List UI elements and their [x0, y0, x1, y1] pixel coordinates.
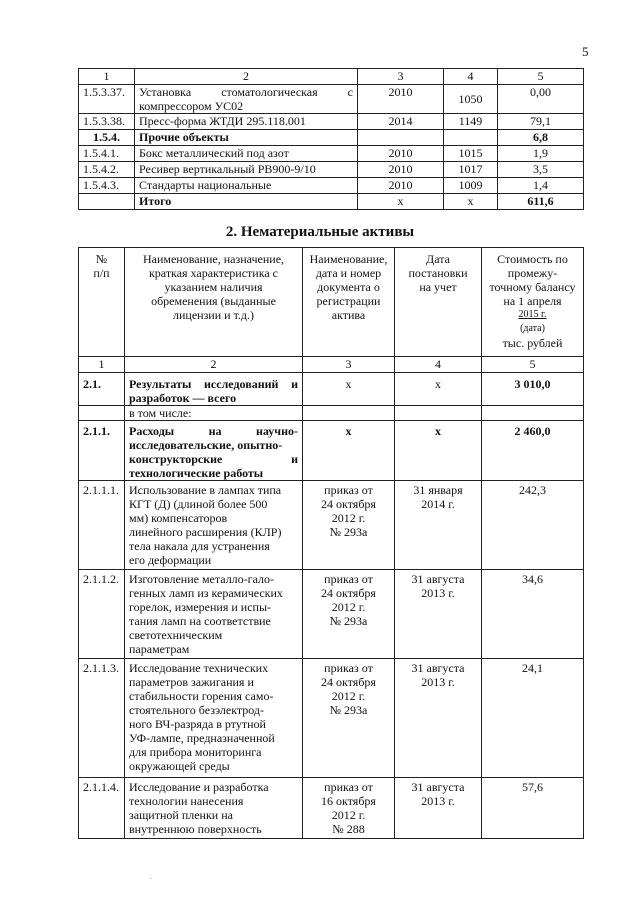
- row-code: [444, 130, 498, 146]
- row-year: х: [358, 194, 444, 210]
- row-name-line: технологии нанесения: [129, 794, 244, 808]
- row-name-line: стоятельного безэлектрод-: [129, 703, 265, 717]
- row-name-line: стабильности горения само-: [129, 689, 274, 703]
- column-number-row: [79, 357, 584, 373]
- row-value: 6,8: [498, 130, 584, 146]
- table1-header-cell: 5: [498, 69, 584, 85]
- table1-header-cell: 4: [444, 69, 498, 85]
- row-name: [125, 659, 303, 778]
- row-date: [395, 406, 482, 421]
- row-value: 1,4: [498, 178, 584, 194]
- table-row: [79, 406, 584, 421]
- row-name-line: защитной пленки на: [129, 808, 233, 822]
- row-code: 1149: [444, 114, 498, 130]
- section-title: 2. Нематериальные активы: [225, 224, 415, 240]
- header-date-note: (дата): [520, 323, 545, 334]
- intangible-assets-table: [78, 247, 584, 839]
- row-date: [395, 778, 482, 839]
- header-line: документа о: [317, 280, 380, 294]
- row-name: Стандарты национальные: [135, 178, 358, 194]
- row-value: 79,1: [498, 114, 584, 130]
- row-code: х: [444, 194, 498, 210]
- header-date-cell: [395, 248, 482, 357]
- date-line: 2013 г.: [421, 675, 455, 689]
- row-value: 242,3: [482, 481, 584, 570]
- row-name-line: для прибора мониторинга: [129, 745, 262, 759]
- row-number: 1.5.4.2.: [79, 162, 135, 178]
- row-number: 2.1.1.: [79, 421, 125, 481]
- row-year: 2010: [358, 178, 444, 194]
- table1-header-cell: 1: [79, 69, 135, 85]
- row-name-part: —: [192, 391, 205, 405]
- row-number: 1.5.3.38.: [79, 114, 135, 130]
- document-line: приказ от: [324, 780, 373, 794]
- row-date: х: [395, 421, 482, 481]
- row-name-line: Изготовление металло-гало-: [129, 572, 275, 586]
- row-name-part: с: [347, 85, 353, 99]
- table-row: [79, 146, 584, 162]
- header-number-cell: [79, 248, 125, 357]
- row-name-line: тания ламп на соответствие: [129, 614, 271, 628]
- row-number: 1.5.4.1.: [79, 146, 135, 162]
- header-line: п/п: [93, 266, 110, 280]
- row-date: [395, 570, 482, 659]
- row-document: х: [303, 373, 395, 406]
- row-number: 2.1.1.2.: [79, 570, 125, 659]
- row-number: 2.1.1.1.: [79, 481, 125, 570]
- row-document: [303, 659, 395, 778]
- row-document: [303, 481, 395, 570]
- row-name: Бокс металлический под азот: [135, 146, 358, 162]
- row-date: х: [395, 373, 482, 406]
- date-line: 2014 г.: [421, 497, 455, 511]
- fixed-assets-table: [78, 68, 584, 210]
- header-line: лицензии и т.д.): [172, 308, 255, 322]
- row-name-line: КГТ (Д) (длиной более 500: [129, 497, 268, 511]
- document-line: № 293а: [329, 614, 368, 628]
- row-name-part: Расходы: [129, 424, 175, 438]
- row-value: 24,1: [482, 659, 584, 778]
- row-code: 1017: [444, 162, 498, 178]
- row-name: Прочие объекты: [135, 130, 358, 146]
- table-row: [79, 373, 584, 406]
- row-name-line: генных ламп из керамических: [129, 586, 283, 600]
- row-name: Ресивер вертикальный РВ900-9/10: [135, 162, 358, 178]
- row-number: 1.5.4.3.: [79, 178, 135, 194]
- row-number: [79, 406, 125, 421]
- row-code: 1015: [444, 146, 498, 162]
- row-name-part: Результаты: [129, 377, 192, 391]
- header-year: 2015 г.: [518, 309, 547, 320]
- row-name: [125, 373, 303, 406]
- header-line: постановки: [408, 266, 468, 280]
- row-name-line: Использование в лампах типа: [129, 483, 282, 497]
- table-row: [79, 130, 584, 146]
- row-name: [125, 778, 303, 839]
- row-number: 2.1.: [79, 373, 125, 406]
- date-line: 31 января: [413, 483, 463, 497]
- row-name-line: Исследование технических: [129, 661, 269, 675]
- document-line: приказ от: [324, 661, 373, 675]
- row-name-line: внутреннюю поверхность: [129, 822, 262, 836]
- row-name-line: мм) компенсаторов: [129, 511, 228, 525]
- document-line: 2012 г.: [331, 511, 366, 525]
- row-name: в том числе:: [125, 406, 303, 421]
- row-name-line: линейного расширения (КЛР): [129, 525, 282, 539]
- table1-header-row: [79, 69, 584, 85]
- header-line: обременения (выданные: [151, 294, 276, 308]
- document-line: 24 октября: [321, 586, 376, 600]
- row-name-line: ного ВЧ-разряда в ртутной: [129, 717, 266, 731]
- table-row: [79, 421, 584, 481]
- table1-header-cell: 3: [358, 69, 444, 85]
- document-line: 2012 г.: [331, 689, 366, 703]
- row-value: 3,5: [498, 162, 584, 178]
- row-number: 1.5.4.: [79, 130, 135, 146]
- row-year: 2010: [358, 146, 444, 162]
- header-name-cell: [125, 248, 303, 357]
- date-line: 31 августа: [411, 661, 465, 675]
- row-name-line: параметрам: [129, 642, 190, 656]
- row-year: 2010: [358, 162, 444, 178]
- row-name-part: стоматологическая: [221, 85, 318, 99]
- row-name-part: Установка: [139, 85, 192, 99]
- table-row: [79, 481, 584, 570]
- row-name-line: УФ-лампе, предназначенной: [129, 731, 275, 745]
- row-number: 1.5.3.37.: [79, 85, 135, 114]
- row-name: [125, 481, 303, 570]
- row-name-line: окружающей среды: [129, 759, 230, 773]
- row-name: [135, 85, 358, 114]
- date-line: 2013 г.: [421, 794, 455, 808]
- row-name-part: на: [208, 424, 222, 438]
- row-name: [125, 421, 303, 481]
- row-name-part: научно-: [256, 424, 298, 438]
- table-row: [79, 162, 584, 178]
- header-line: дата и номер: [315, 266, 382, 280]
- row-value: 611,6: [498, 194, 584, 210]
- row-name-part: всего: [207, 391, 237, 405]
- row-number: 2.1.1.3.: [79, 659, 125, 778]
- row-name: Пресс-форма ЖТДИ 295.118.001: [135, 114, 358, 130]
- header-line: на учет: [419, 280, 457, 294]
- header-line: №: [95, 252, 108, 266]
- document-line: 16 октября: [321, 794, 376, 808]
- column-number: 5: [482, 357, 584, 373]
- row-date: [395, 659, 482, 778]
- document-line: приказ от: [324, 572, 373, 586]
- date-line: 2013 г.: [421, 586, 455, 600]
- row-name-part: компрессором УС02: [139, 99, 244, 113]
- table-row: [79, 778, 584, 839]
- row-year: [358, 130, 444, 146]
- page-number: 5: [582, 44, 589, 59]
- header-line: регистрации: [316, 294, 381, 308]
- document-line: 24 октября: [321, 675, 376, 689]
- row-value: 57,6: [482, 778, 584, 839]
- table-row: [79, 659, 584, 778]
- row-value: 1,9: [498, 146, 584, 162]
- row-name-part: конструкторские: [129, 452, 223, 466]
- row-name-part: исследовательские, опытно-: [129, 438, 283, 452]
- document-line: № 293а: [329, 525, 368, 539]
- date-line: 31 августа: [411, 780, 465, 794]
- row-document: [303, 406, 395, 421]
- header-line: Дата: [426, 252, 450, 266]
- column-number: 3: [303, 357, 395, 373]
- column-number: 1: [79, 357, 125, 373]
- row-document: х: [303, 421, 395, 481]
- row-code: 1009: [444, 178, 498, 194]
- header-line: Наименование,: [309, 252, 388, 266]
- row-name-line: параметров зажигания и: [129, 675, 254, 689]
- row-value: 2 460,0: [482, 421, 584, 481]
- row-name-line: тела накала для устранения: [129, 539, 270, 553]
- header-value-cell: [482, 248, 584, 357]
- table1-header-cell: 2: [135, 69, 358, 85]
- row-document: [303, 570, 395, 659]
- header-line: Наименование, назначение,: [142, 252, 285, 266]
- row-document: [303, 778, 395, 839]
- row-name-line: Исследование и разработка: [129, 780, 269, 794]
- scan-speck: [150, 878, 152, 879]
- row-name-part: разработок: [129, 391, 190, 405]
- date-line: 31 августа: [411, 572, 465, 586]
- header-line: указанием наличия: [164, 280, 263, 294]
- row-value: 3 010,0: [482, 373, 584, 406]
- header-line: точному балансу: [489, 280, 576, 294]
- row-date: [395, 481, 482, 570]
- document-line: приказ от: [324, 483, 373, 497]
- row-code: 1050: [444, 85, 498, 114]
- table-row: [79, 570, 584, 659]
- row-name-part: и: [291, 452, 298, 466]
- row-name: Итого: [135, 194, 358, 210]
- row-name: [125, 570, 303, 659]
- row-value: 0,00: [498, 85, 584, 114]
- row-name-line: светотехническим: [129, 628, 223, 642]
- header-line: краткая характеристика с: [148, 266, 279, 280]
- column-number: 4: [395, 357, 482, 373]
- row-year: 2014: [358, 114, 444, 130]
- row-number: [79, 194, 135, 210]
- row-name-part: технологические работы: [129, 466, 264, 480]
- document-line: 2012 г.: [331, 600, 366, 614]
- header-line: актива: [331, 308, 366, 322]
- document-line: № 288: [332, 822, 365, 836]
- header-line: на 1 апреля: [503, 294, 562, 308]
- document-line: 2012 г.: [331, 808, 366, 822]
- row-name-part: и: [291, 377, 298, 391]
- table-row: [79, 178, 584, 194]
- row-value: [482, 406, 584, 421]
- table-row: [79, 114, 584, 130]
- table2-header-row: [79, 248, 584, 357]
- row-name-line: горелок, измерения и испы-: [129, 600, 272, 614]
- header-unit: тыс. рублей: [502, 336, 563, 350]
- row-name-line: его деформации: [129, 553, 212, 567]
- header-line: промежу-: [507, 266, 558, 280]
- document-line: 24 октября: [321, 497, 376, 511]
- header-line: Стоимость по: [497, 252, 568, 266]
- table-row: [79, 85, 584, 114]
- total-row: [79, 194, 584, 210]
- row-value: 34,6: [482, 570, 584, 659]
- row-year: 2010: [358, 85, 444, 114]
- document-line: № 293а: [329, 703, 368, 717]
- header-document-cell: [303, 248, 395, 357]
- row-name-part: исследований: [204, 377, 279, 391]
- column-number: 2: [125, 357, 303, 373]
- row-number: 2.1.1.4.: [79, 778, 125, 839]
